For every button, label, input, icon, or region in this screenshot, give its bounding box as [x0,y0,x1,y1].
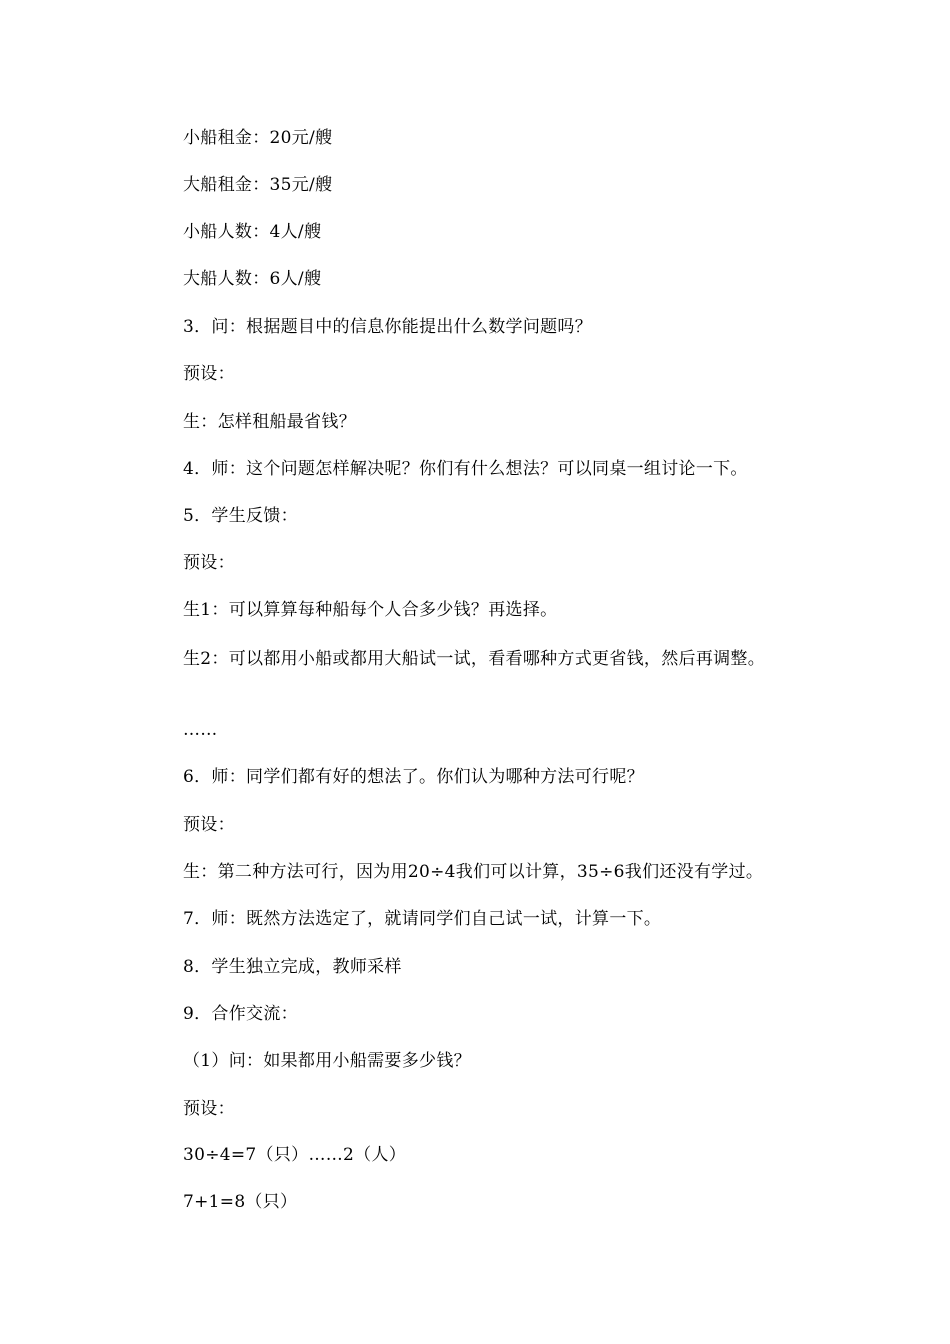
small-boat-rent-line: 小船租金：20元/艘 [183,128,333,148]
preset-label: 预设： [183,1099,235,1119]
step-8-line: 8．学生独立完成，教师采样 [183,957,402,977]
student-1-line: 生1：可以算算每种船每个人合多少钱？再选择。 [183,600,558,620]
teacher-4-line: 4．师：这个问题怎样解决呢？你们有什么想法？可以同桌一组讨论一下。 [183,459,748,479]
student-2-paragraph: 生2：可以都用小船或都用大船试一试，看看哪种方式更省钱，然后再调整。 [183,649,766,669]
step-9-line: 9．合作交流： [183,1004,298,1024]
large-boat-capacity-line: 大船人数：6人/艘 [183,269,322,289]
teacher-7-line: 7．师：既然方法选定了，就请同学们自己试一试，计算一下。 [183,909,662,929]
question-3-line: 3．问：根据题目中的信息你能提出什么数学问题吗？ [183,317,593,337]
sub-question-1-line: （1）问：如果都用小船需要多少钱？ [183,1051,471,1071]
calculation-line-1: 30÷4=7（只）……2（人） [183,1145,407,1165]
teacher-6-line: 6．师：同学们都有好的想法了。你们认为哪种方法可行呢？ [183,767,644,787]
small-boat-capacity-line: 小船人数：4人/艘 [183,222,322,242]
student-feedback-line: 5．学生反馈： [183,506,298,526]
student-answer-line: 生：怎样租船最省钱？ [183,412,356,432]
large-boat-rent-line: 大船租金：35元/艘 [183,175,333,195]
preset-label: 预设： [183,815,235,835]
preset-label: 预设： [183,364,235,384]
calculation-line-2: 7+1=8（只） [183,1192,298,1212]
ellipsis-line: …… [183,720,218,740]
student-method-line: 生：第二种方法可行，因为用20÷4我们可以计算，35÷6我们还没有学过。 [183,862,764,882]
preset-label: 预设： [183,553,235,573]
